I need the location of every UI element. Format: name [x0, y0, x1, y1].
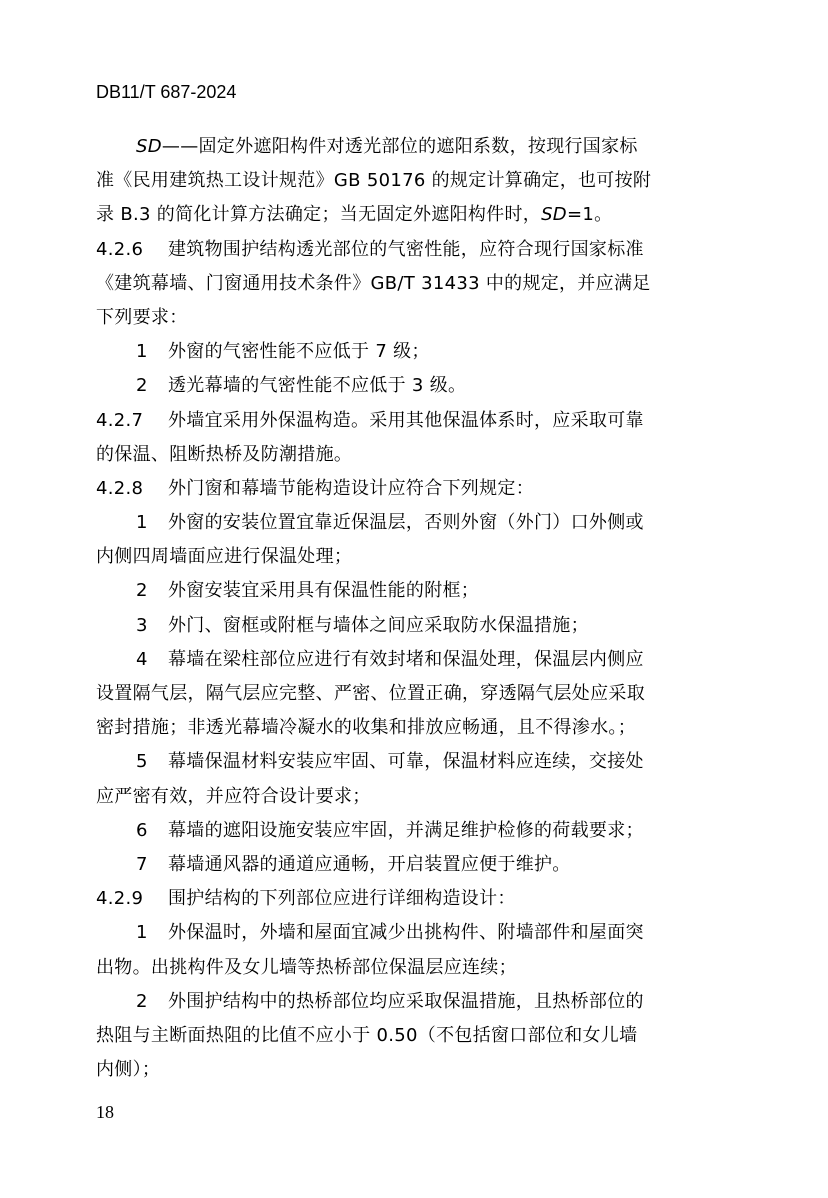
list-item-continuation: 密封措施；非透光幕墙冷凝水的收集和排放应畅通，且不得渗水。； [96, 717, 636, 739]
list-item: 4 幕墙在梁柱部位应进行有效封堵和保温处理，保温层内侧应 [136, 648, 644, 670]
list-item-continuation: 应严密有效，并应符合设计要求； [96, 785, 371, 807]
sd-definition-line-2: 准《民用建筑热工设计规范》GB 50176 的规定计算确定，也可按附 [96, 170, 652, 192]
clause-number: 4.2.9 [96, 888, 144, 910]
clause-4-2-8: 4.2.8 外门窗和幕墙节能构造设计应符合下列规定： [96, 472, 736, 506]
list-item-continuation: 内侧四周墙面应进行保温处理； [96, 546, 353, 568]
clause-number: 4.2.6 [96, 238, 144, 260]
clause-4-2-7-line-2: 的保温、阻断热桥及防潮措施。 [96, 443, 353, 465]
list-item: 2 外窗安装宜采用具有保温性能的附框； [136, 580, 480, 602]
sd-symbol: SD [136, 136, 162, 157]
list-item: 1 外保温时，外墙和屋面宜减少出挑构件、附墙部件和屋面突 [136, 922, 644, 944]
list-item: 1 外窗的气密性能不应低于 7 级； [136, 341, 430, 363]
document-body [96, 130, 736, 1087]
sd-definition-line-3: 录 B.3 的简化计算方法确定；当无固定外遮阳构件时，SD=1。 [96, 204, 613, 226]
list-item-continuation: 设置隔气层，隔气层应完整、严密、位置正确，穿透隔气层处应采取 [96, 683, 645, 704]
list-item: 1 外窗的安装位置宜靠近保温层，否则外窗（外门）口外侧或 [136, 512, 644, 534]
clause-4-2-9: 4.2.9 围护结构的下列部位应进行详细构造设计： [96, 882, 736, 916]
page-number: 18 [96, 1102, 114, 1122]
list-item: 5 幕墙保温材料安装应牢固、可靠，保温材料应连续，交接处 [136, 751, 644, 773]
clause-4-2-7: 4.2.7 外墙宜采用外保温构造。采用其他保温体系时，应采取可靠 [96, 404, 736, 438]
list-item: 3 外门、窗框或附框与墙体之间应采取防水保温措施； [136, 614, 589, 636]
list-item-continuation: 内侧）； [96, 1059, 161, 1081]
clause-4-2-6-line-2: 《建筑幕墙、门窗通用技术条件》GB/T 31433 中的规定，并应满足 [96, 272, 651, 294]
clause-number: 4.2.8 [96, 477, 144, 499]
clause-number: 4.2.7 [96, 409, 144, 431]
clause-4-2-6-line-3: 下列要求： [96, 306, 188, 328]
list-item-continuation: 出物。出挑构件及女儿墙等热桥部位保温层应连续； [96, 956, 517, 978]
clause-4-2-6: 4.2.6 建筑物围护结构透光部位的气密性能，应符合现行国家标准 [96, 233, 736, 267]
list-item: 7 幕墙通风器的通道应通畅，开启装置应便于维护。 [136, 853, 571, 875]
sd-definition-line-1: SD——固定外遮阳构件对透光部位的遮阳系数，按现行国家标 [136, 136, 638, 157]
sd-symbol: SD [541, 204, 567, 226]
list-item: 6 幕墙的遮阳设施安装应牢固，并满足维护检修的荷载要求； [136, 819, 644, 841]
list-item-continuation: 热阻与主断面热阻的比值不应小于 0.50（不包括窗口部位和女儿墙 [96, 1024, 638, 1046]
list-item: 2 外围护结构中的热桥部位均应采取保温措施，且热桥部位的 [136, 990, 644, 1012]
list-item: 2 透光幕墙的气密性能不应低于 3 级。 [136, 375, 467, 397]
standard-code: DB11/T 687-2024 [96, 82, 237, 102]
